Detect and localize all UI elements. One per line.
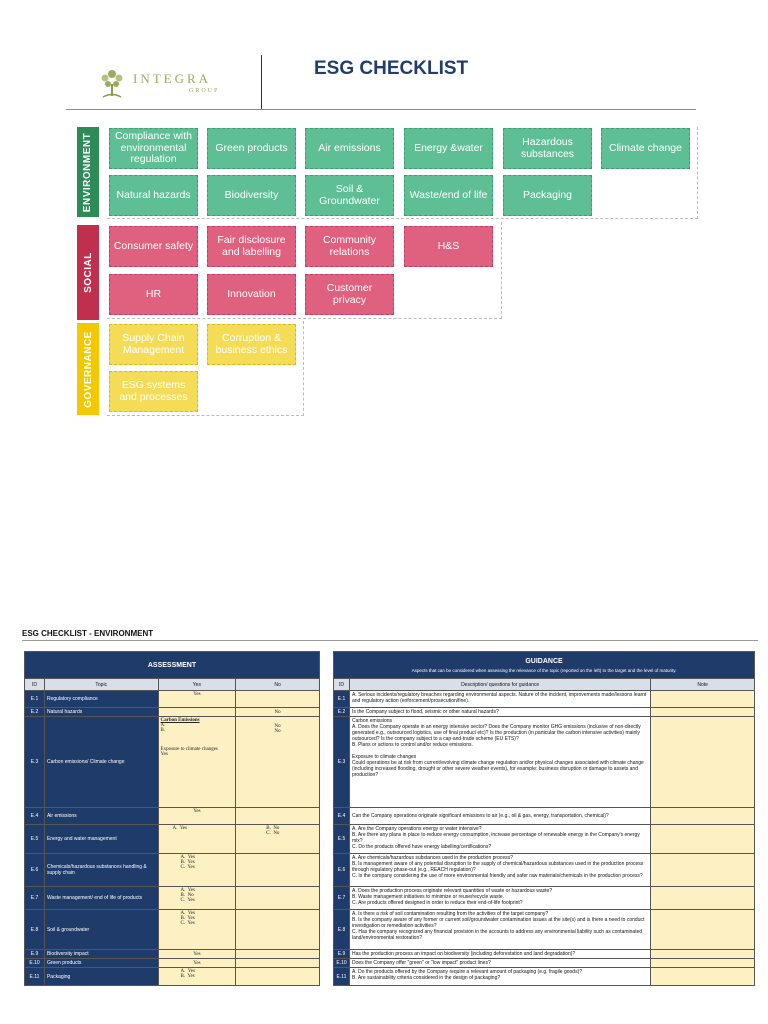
tile-compliance: Compliance with environmental regulation <box>109 128 198 169</box>
note-cell[interactable] <box>651 959 755 968</box>
note-cell[interactable] <box>651 717 755 808</box>
table-row: E.4 Can the Company operations originate significant emissions to air (e.g., oil & gas, energy, transportation, chemical)? <box>334 808 755 825</box>
note-cell[interactable] <box>651 950 755 959</box>
category-social: SOCIAL <box>77 225 99 320</box>
table-row: E.6 Chemicals/hazardous substances handling & supply chain A. Yes B. Yes C. Yes <box>25 854 320 887</box>
tile-consumer-safety: Consumer safety <box>109 226 198 267</box>
header-divider <box>261 55 262 109</box>
gcol-desc: Description/ questions for guidance <box>349 679 650 691</box>
tree-logo-icon <box>97 66 127 100</box>
tile-community-relations: Community relations <box>305 226 394 267</box>
tile-fair-disclosure: Fair disclosure and labelling <box>207 226 296 267</box>
note-cell[interactable] <box>651 808 755 825</box>
tile-air-emissions: Air emissions <box>305 128 394 169</box>
table-row: E.10 Green products Yes <box>25 959 320 968</box>
col-no: No <box>236 679 320 691</box>
header-rule <box>66 109 696 110</box>
table-row: E.8 A. Is there a risk of soil contamination resulting from the activities of the target company? B. Is the company aware of any former or current soil/groundwater contamination issues at the site(s) and is there a need to conduct investigation or remediation activities? C. Has the company recognized any financial provision in the accounts to address any environmental liability such as contaminated land/environmental restoration? <box>334 910 755 950</box>
note-cell[interactable] <box>651 691 755 708</box>
table-row: E.2 Is the Company subject to flood, seismic or other natural hazards? <box>334 708 755 717</box>
table-row: E.9 Has the production process an impact on biodiversity (including deforestation and land degradation)? <box>334 950 755 959</box>
tile-hr: HR <box>109 274 198 315</box>
tile-green-products: Green products <box>207 128 296 169</box>
section-rule <box>22 640 758 641</box>
logo-name: INTEGRA <box>133 71 212 86</box>
note-cell[interactable] <box>651 708 755 717</box>
note-cell[interactable] <box>651 968 755 986</box>
guidance-header <box>334 652 755 679</box>
note-cell[interactable] <box>651 887 755 910</box>
guidance-table <box>333 651 755 986</box>
category-environment: ENVIRONMENT <box>77 127 99 217</box>
page-title: ESG CHECKLIST <box>314 58 469 79</box>
integra-logo <box>97 66 237 100</box>
table-row: E.5 Energy and water management A. Yes B. No C. No <box>25 825 320 854</box>
table-row: E.2 Natural hazards No <box>25 708 320 717</box>
table-row: E.4 Air emissions Yes <box>25 808 320 825</box>
col-topic: Topic <box>44 679 158 691</box>
tile-natural-hazards: Natural hazards <box>109 175 198 216</box>
guidance-title: GUIDANCE <box>525 657 563 665</box>
tile-hazardous-substances: Hazardous substances <box>503 128 592 169</box>
tile-energy-water: Energy &water <box>404 128 493 169</box>
table-row: E.3 Carbon emissions A. Does the Company operate in an energy intensive sector? Does the Company monitor GHG emissions (inclusive of non-directly generated e.g., outsourced logistics, use of final product etc)? Is the production (in particular the carbon intensive activities) mainly outsourced? Is the company subject to a cap-and-trade scheme (EU ETS)? B. Plans or actions to control and/or reduce emissions. Exposure to climate changes Could operations be at risk from current/evolving climate change regulation and/or physical changes associated with climate change (including increased flooding, drought or other severe weather events), for example: business disruption or damage to assets and production? <box>334 717 755 808</box>
tile-esg-systems: ESG systems and processes <box>109 371 198 412</box>
col-id: ID <box>25 679 45 691</box>
section-title: ESG CHECKLIST - ENVIRONMENT <box>22 629 154 638</box>
note-cell[interactable] <box>651 825 755 854</box>
tile-biodiversity: Biodiversity <box>207 175 296 216</box>
table-row: E.10 Does the Company offer "green" or "low impact" product lines? <box>334 959 755 968</box>
table-row: E.1 Regulatory compliance Yes <box>25 691 320 708</box>
tile-innovation: Innovation <box>207 274 296 315</box>
tile-customer-privacy: Customer privacy <box>305 274 394 315</box>
tile-packaging: Packaging <box>503 175 592 216</box>
table-row: E.7 Waste management/ end of life of products A. Yes B. No C. Yes <box>25 887 320 910</box>
table-row: E.3 Carbon emissions/ Climate change Carbon Emissions A. B. Exposure to climate changes Yes No No <box>25 717 320 808</box>
col-yes: Yes <box>158 679 236 691</box>
tile-supply-chain: Supply Chain Management <box>109 324 198 365</box>
tile-corruption: Corruption & business ethics <box>207 324 296 365</box>
tile-hs: H&S <box>404 226 493 267</box>
tile-waste-end-of-life: Waste/end of life <box>404 175 493 216</box>
assessment-title: ASSESSMENT <box>25 652 320 679</box>
table-row: E.6 A. Are chemicals/hazardous substances used in the production process? B. Is management aware of any potential disruption to the supply of chemical/hazardous substances used in the production process through regulatory phase-out (e.g., REACH regulation)? C. Is the company considering the use of more environmental friendly and safer raw materials/chemicals in the production process? <box>334 854 755 887</box>
gcol-id: ID <box>334 679 350 691</box>
note-cell[interactable] <box>651 854 755 887</box>
table-row: E.11 Packaging A. Yes B. Yes <box>25 968 320 986</box>
assessment-table <box>24 651 320 986</box>
table-row: E.1 A. Serious incidents/regulatory breaches regarding environmental aspects. Nature of the incident, improvements made/lessons learnt and regulatory action (enforcement/prosecution/fine). <box>334 691 755 708</box>
guidance-subtitle: Aspects that can be considered when assessing the relevance of the topic (reported on the left) to the target and the level of maturity. <box>411 667 677 673</box>
category-governance: GOVERNANCE <box>77 323 99 415</box>
table-row: E.8 Soil & groundwater A. Yes B. Yes C. Yes <box>25 910 320 950</box>
table-row: E.7 A. Does the production process originate relevant quantities of waste or hazardous waste? B. Waste management initiatives to minimize or reuse/recycle waste. C. Are products offered designed in order to reduce their end-of-life footprint? <box>334 887 755 910</box>
gcol-note: Note <box>651 679 755 691</box>
tile-climate-change: Climate change <box>601 128 690 169</box>
table-row: E.11 A. Do the products offered by the Company require a relevant amount of packaging (e.g. fragile goods)? B. Are sustainability criteria considered in the design of packaging? <box>334 968 755 986</box>
logo-sub: GROUP <box>189 88 220 94</box>
tile-soil-groundwater: Soil & Groundwater <box>305 175 394 216</box>
table-row: E.5 A. Are the Company operations energy or water intensive? B. Are there any plans in place to reduce energy consumption, increase percentage of renewable energy in the Company's energy mix? C. Do the products offered have energy labelling/certifications? <box>334 825 755 854</box>
note-cell[interactable] <box>651 910 755 950</box>
table-row: E.9 Biodiversity impact Yes <box>25 950 320 959</box>
